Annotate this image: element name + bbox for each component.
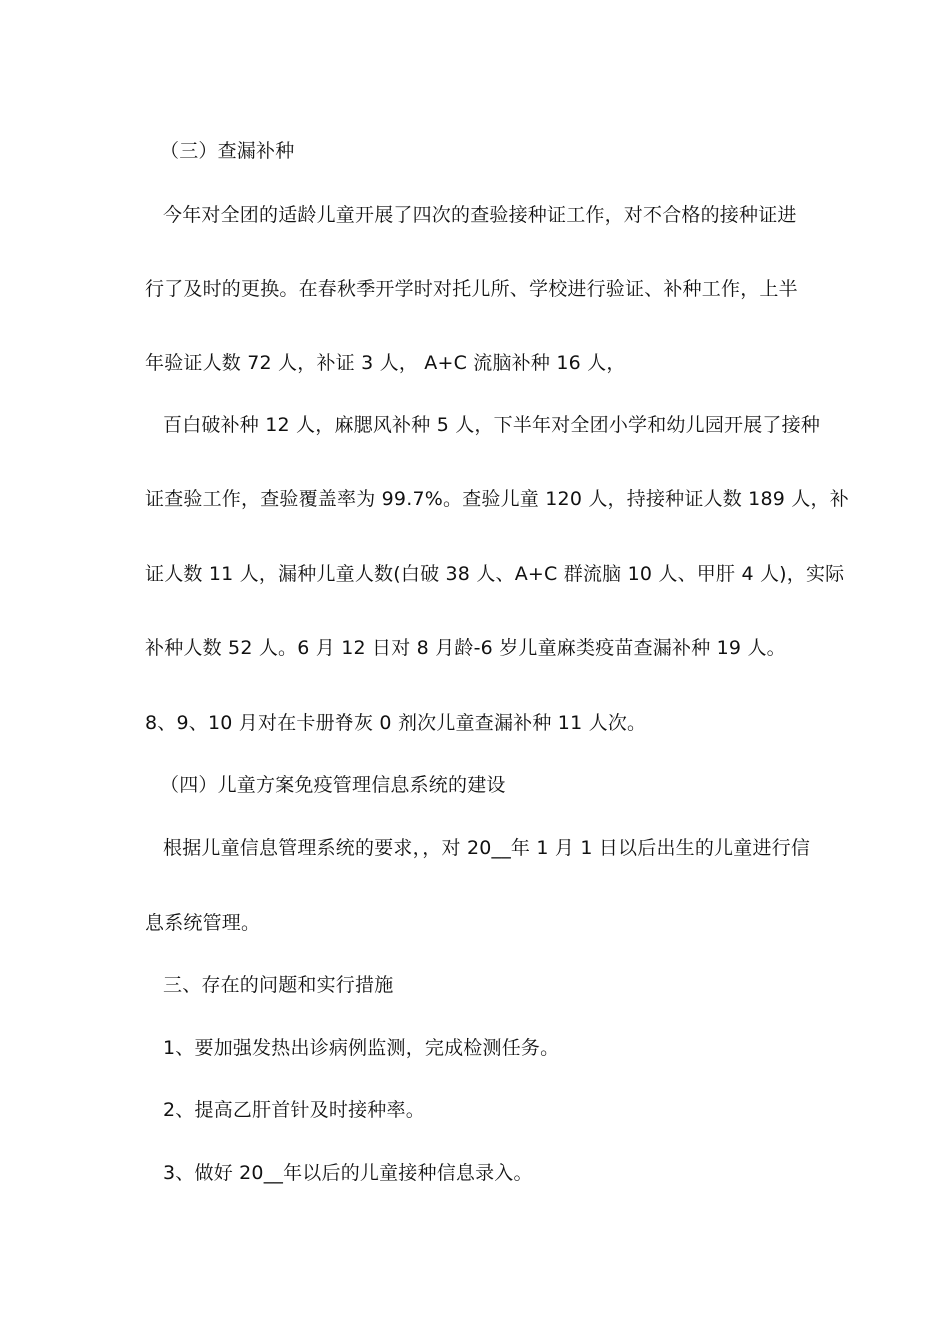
- measure-item: 3、做好 20__年以后的儿童接种信息录入。: [163, 1162, 533, 1184]
- measure-item: 1、要加强发热出诊病例监测，完成检测任务。: [163, 1037, 560, 1059]
- paragraph-line: 8、9、10 月对在卡册脊灰 0 剂次儿童查漏补种 11 人次。: [145, 712, 647, 734]
- section-heading-four: （四）儿童方案免疫管理信息系统的建设: [160, 774, 506, 796]
- paragraph-line: 息系统管理。: [145, 912, 261, 934]
- paragraph-line: 行了及时的更换。在春秋季开学时对托儿所、学校进行验证、补种工作，上半: [145, 278, 798, 300]
- paragraph-line: 百白破补种 12 人，麻腮风补种 5 人，下半年对全团小学和幼儿园开展了接种: [163, 414, 821, 436]
- measure-item: 2、提高乙肝首针及时接种率。: [163, 1099, 425, 1121]
- paragraph-line: 补种人数 52 人。6 月 12 日对 8 月龄-6 岁儿童麻类疫苗查漏补种 19 人。: [145, 637, 786, 659]
- paragraph-line: 证查验工作，查验覆盖率为 99.7%。查验儿童 120 人，持接种证人数 189 人，补: [145, 488, 849, 510]
- paragraph-line: 证人数 11 人，漏种儿童人数(白破 38 人、A+C 群流脑 10 人、甲肝 4 人)，实际: [145, 563, 845, 585]
- paragraph-line: 今年对全团的适龄儿童开展了四次的查验接种证工作，对不合格的接种证进: [163, 204, 797, 226]
- paragraph-line: 年验证人数 72 人，补证 3 人， A+C 流脑补种 16 人，: [145, 352, 626, 374]
- section-heading-three: （三）查漏补种: [160, 140, 295, 162]
- problems-heading: 三、存在的问题和实行措施: [163, 974, 394, 996]
- paragraph-line: 根据儿童信息管理系统的要求，，对 20__年 1 月 1 日以后出生的儿童进行信: [163, 837, 811, 859]
